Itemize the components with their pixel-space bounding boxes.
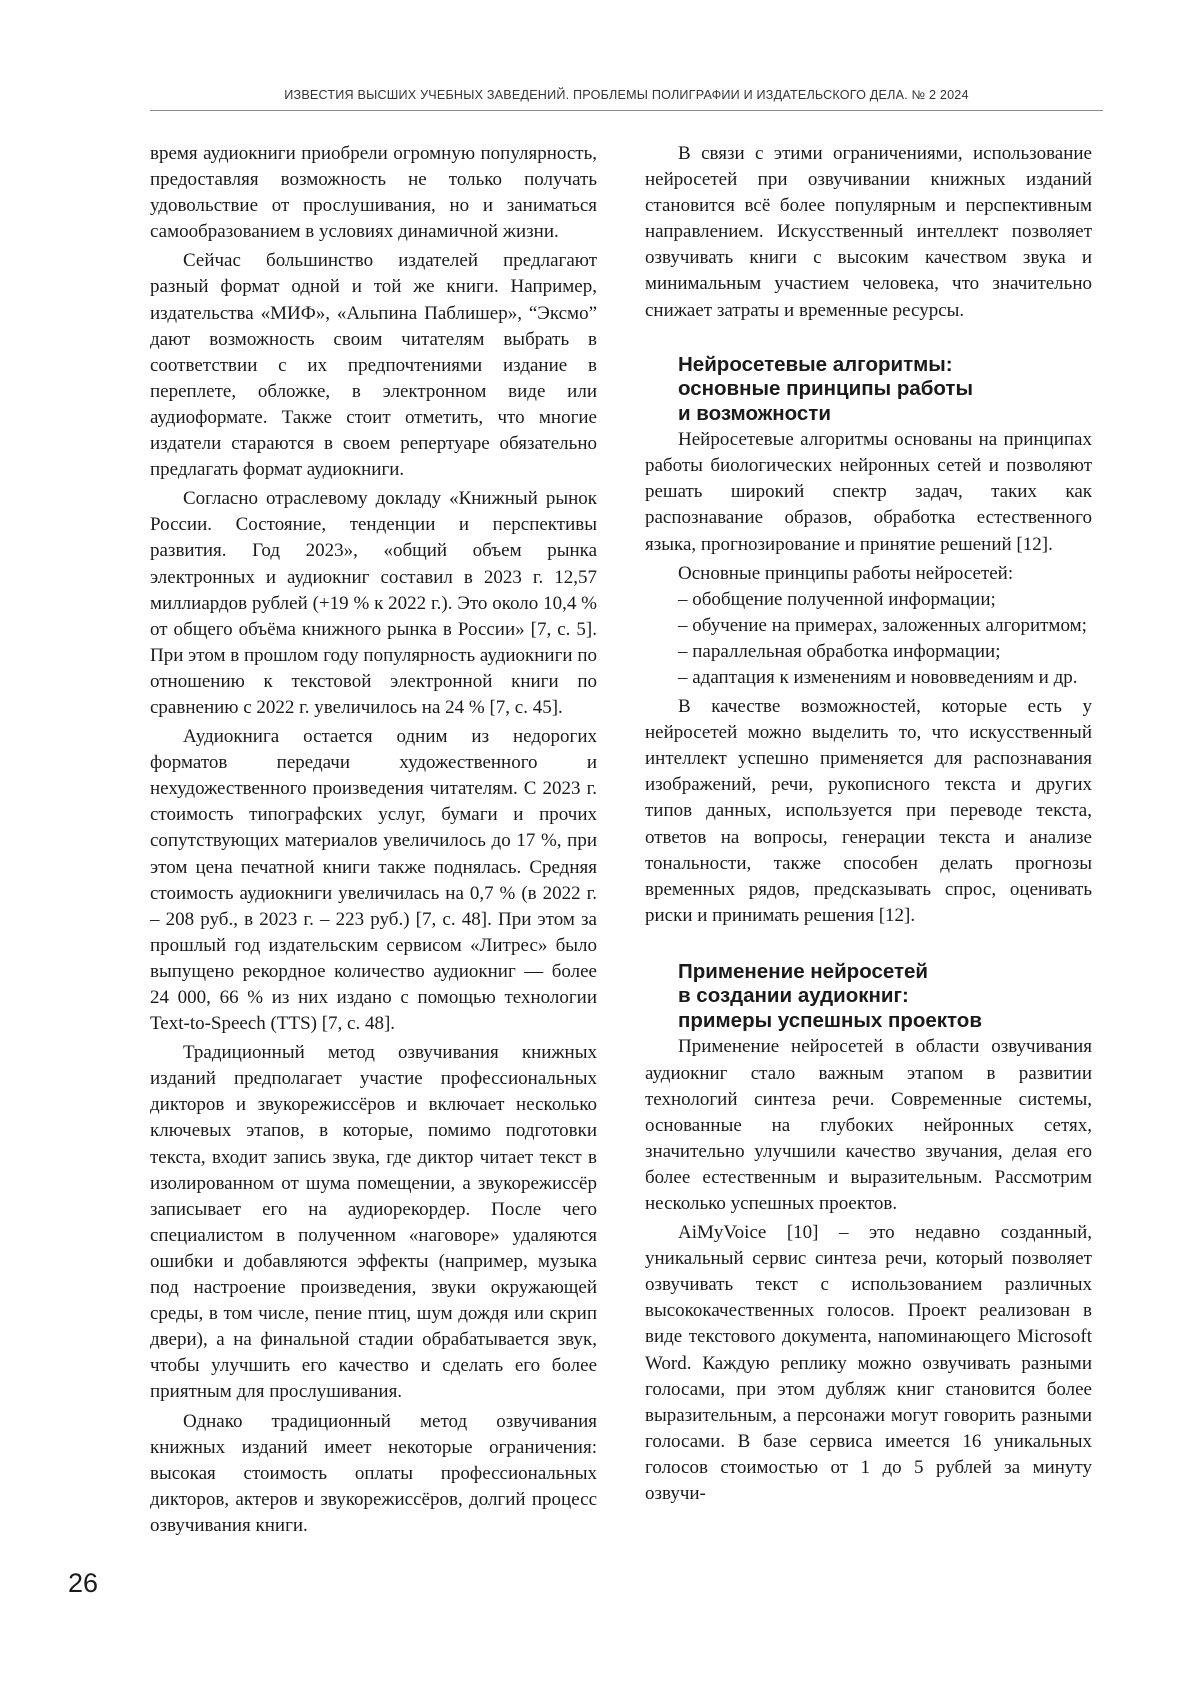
heading-line: основные принципы работы [678, 377, 973, 401]
running-header: ИЗВЕСТИЯ ВЫСШИХ УЧЕБНЫХ ЗАВЕДЕНИЙ. ПРОБЛЕМЫ ПОЛИГРАФИИ И ИЗДАТЕЛЬСКОГО ДЕЛА. № 2 2024 [284, 88, 969, 102]
paragraph: Сейчас большинство издателей предлагают разный формат одной и той же книги. Например, издательства «МИФ», «Альпина Паблишер», “Эксмо” дают возможность своим читателям выбрать в соответствии с их предпочтениями издание в переплете, обложке, в электронном виде или аудиоформате. Также стоит отметить, что многие издатели стараются в своем репертуаре обязательно предлагать формат аудиокниги. [150, 250, 597, 481]
page-number: 26 [68, 1568, 99, 1598]
list-item: – параллельная обработка информации; [678, 640, 1001, 662]
paragraph: В качестве возможностей, которые есть у нейросетей можно выделить то, что искусственный интеллект успешно применяется для распознавания изображений, речи, рукописного текста и других типов данных, используется при переводе текста, ответов на вопросы, генерации текста и анализе тональности, также способен делать прогнозы временных рядов, предсказывать спрос, оценивать риски и принимать решения [12]. [645, 696, 1092, 926]
paragraph: В связи с этими ограничениями, использование нейросетей при озвучивании книжных изданий становится всё более популярным и перспективным направлением. Искусственный интеллект позволяет озвучивать книги с высоким качеством звука и минимальным участием человека, что значительно снижает затраты и временные ресурсы. [645, 143, 1092, 321]
header-divider [150, 110, 1103, 111]
paragraph: Однако традиционный метод озвучивания книжных изданий имеет некоторые ограничения: высокая стоимость оплаты профессиональных дикторов, актеров и звукорежиссёров, долгий процесс озвучивания книги. [150, 1410, 597, 1536]
heading-line: примеры успешных проектов [678, 1008, 982, 1032]
section-heading-audiobook-applications [645, 960, 1092, 1034]
section-heading-neural-algorithms [645, 353, 1092, 427]
heading-line: Нейросетевые алгоритмы: [678, 352, 953, 376]
heading-line: в создании аудиокниг: [678, 984, 909, 1008]
left-column [150, 141, 597, 1542]
list-item: – обобщение полученной информации; [678, 588, 996, 610]
paragraph: Применение нейросетей в области озвучивания аудиокниг стало важным этапом в развитии технологий синтеза речи. Современные системы, основанные на глубоких нейронных сетях, значительно улучшили качество звучания, делая его более естественным и выразительным. Рассмотрим несколько успешных проектов. [645, 1036, 1092, 1214]
paragraph: время аудиокниги приобрели огромную популярность, предоставляя возможность не только получать удовольствие от прослушивания, но и заниматься самообразованием в условиях динамичной жизни. [150, 143, 597, 243]
heading-line: Применение нейросетей [678, 959, 929, 983]
paragraph: Основные принципы работы нейросетей: [678, 562, 1014, 584]
right-column [645, 141, 1092, 1510]
list-item: – обучение на примерах, заложенных алгоритмом; [678, 614, 1087, 636]
heading-line: и возможности [678, 401, 831, 425]
paragraph: Согласно отраслевому докладу «Книжный рынок России. Состояние, тенденции и перспективы развития. Год 2023», «общий объем рынка электронных и аудиокниг составил в 2023 г. 12,57 миллиардов рублей (+19 % к 2022 г.). Это около 10,4 % от общего объёма книжного рынка в России» [7, с. 5]. При этом в прошлом году популярность аудиокниги по отношению к текстовой электронной книги по сравнению с 2022 г. увеличилось на 24 % [7, с. 45]. [150, 488, 597, 718]
paragraph: Традиционный метод озвучивания книжных изданий предполагает участие профессиональных дикторов и звукорежиссёров и включает несколько ключевых этапов, в которые, помимо подготовки текста, входит запись звука, где диктор читает текст в изолированном от шума помещении, а звукорежиссёр записывает его на аудиорекордер. После чего специалистом в полученном «наговоре» удаляются ошибки и добавляются эффекты (например, музыка под настроение произведения, звуки окружающей среды, в том числе, пение птиц, шум дождя или скрип двери), а на финальной стадии обрабатывается звук, чтобы улучшить его качество и сделать его более приятным для прослушивания. [150, 1042, 597, 1403]
paragraph: Нейросетевые алгоритмы основаны на принципах работы биологических нейронных сетей и позволяют решать широкий спектр задач, таких как распознавание образов, обработка естественного языка, прогнозирование и принятие решений [12]. [645, 429, 1092, 555]
paragraph: AiMyVoice [10] – это недавно созданный, уникальный сервис синтеза речи, который позволяет озвучивать текст с использованием различных высококачественных голосов. Проект реализован в виде текстового документа, напоминающего Microsoft Word. Каждую реплику можно озвучивать разными голосами, при этом дубляж книг становится более выразительным, а персонажи могут говорить разными голосами. В базе сервиса имеется 16 уникальных голосов стоимостью от 1 до 5 рублей за минуту озвучи- [645, 1222, 1092, 1505]
list-item: – адаптация к изменениям и нововведениям и др. [678, 667, 1078, 688]
paragraph: Аудиокнига остается одним из недорогих форматов передачи художественного и нехудожественного произведения читателям. С 2023 г. стоимость типографских услуг, бумаги и прочих сопутствующих материалов увеличилось до 17 %, при этом цена печатной книги также поднялась. Средняя стоимость аудиокниги увеличилась на 0,7 % (в 2022 г. – 208 руб., в 2023 г. – 223 руб.) [7, с. 48]. При этом за прошлый год издательским сервисом «Литрес» было выпущено рекордное количество аудиокниг — более 24 000, 66 % из них издано с помощью технологии Text-to-Speech (TTS) [7, с. 48]. [150, 726, 597, 1035]
